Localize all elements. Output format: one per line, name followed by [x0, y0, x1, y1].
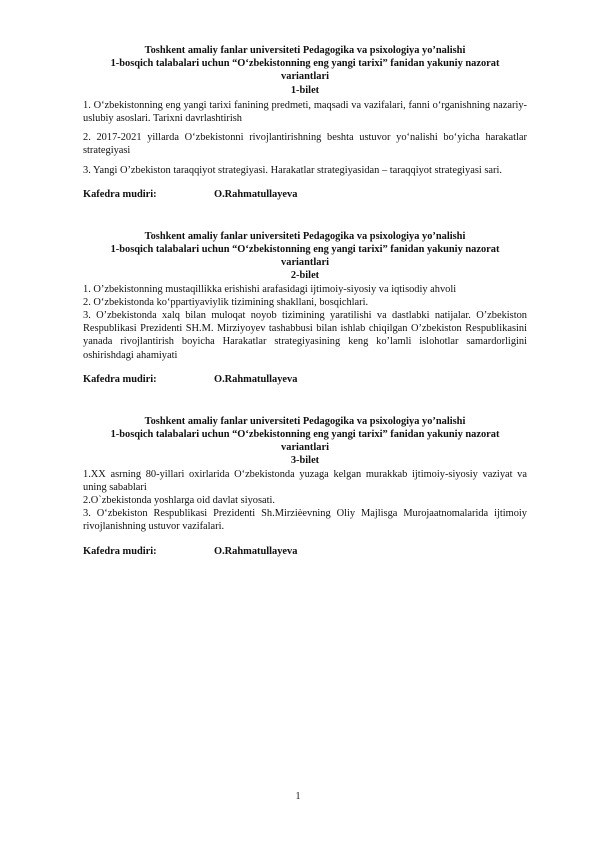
department-head	[83, 374, 527, 385]
variants-line: variantlari	[281, 257, 329, 269]
department-head	[83, 546, 527, 557]
variants-line: variantlari	[281, 71, 329, 83]
question-3: 3. O’zbekistonda xalq bilan muloqat noyob tizimining yaratilishi va dastlabki natijalar. O’zbekiston Respublikasi Prezidenti SH.M. Mirziyoyev tashabbusi bilan ishlab chiqilgan O’zbekiston Respublikasini yanada rivojlantirish boyicha Harakatlar strategiyasining keng ko’lamli islohotlar samardorligini oshirishdagi ahamiyati	[83, 310, 527, 361]
question-1: 1. O‘zbekistonning eng yangi tarixi fanining predmeti, maqsadi va vazifalari, fanni o‘rganishning nazariy-uslubiy asoslari. Tarixni davrlashtirish	[83, 99, 527, 125]
question-1: 1. O’zbekistonning mustaqillikka erishishi arafasidagi ijtimoiy-siyosiy va iqtisodiy ahvoli	[83, 283, 457, 295]
question-3: 3. Yangi O’zbekiston taraqqiyot strategiyasi. Harakatlar strategiyasidan – taraqqiyot strategiyasi sari.	[83, 164, 502, 176]
department-head-label: Kafedra mudiri:	[83, 188, 157, 200]
question-2: 2.O`zbekistonda yoshlarga oid davlat siyosati.	[83, 495, 275, 507]
ticket-header	[83, 415, 527, 468]
ticket-1	[83, 44, 527, 200]
variants-line: variantlari	[281, 442, 329, 454]
university-line: Toshkent amaliy fanlar universiteti Pedagogika va psixologiya yo’nalishi	[144, 415, 466, 427]
course-line: 1-bosqich talabalari uchun “O‘zbekistonning eng yangi tarixi” fanidan yakuniy nazorat	[110, 244, 500, 256]
question-list	[83, 283, 527, 362]
department-head	[83, 189, 527, 200]
ticket-number: 3-bilet	[290, 455, 320, 467]
ticket-3	[83, 415, 527, 557]
question-1: 1.XX asrning 80-yillari oxirlarida O‘zbekistonda yuzaga kelgan murakkab ijtimoiy-siyosiy vaziyat va uning sabablari	[83, 468, 527, 493]
question-2: 2. 2017-2021 yillarda O‘zbekistonni rivojlantirishning beshta ustuvor yo‘nalishi bo‘yicha harakatlar strategiyasi	[83, 132, 527, 157]
department-head-name: O.Rahmatullayeva	[214, 545, 298, 557]
university-line: Toshkent amaliy fanlar universiteti Pedagogika va psixologiya yo’nalishi	[144, 230, 466, 242]
ticket-header	[83, 230, 527, 283]
department-head-name: O.Rahmatullayeva	[214, 373, 298, 385]
ticket-header	[83, 44, 527, 97]
ticket-2	[83, 230, 527, 385]
ticket-number: 2-bilet	[290, 270, 320, 282]
course-line: 1-bosqich talabalari uchun “O‘zbekistonning eng yangi tarixi” fanidan yakuniy nazorat	[110, 58, 500, 70]
ticket-number: 1-bilet	[290, 84, 320, 96]
document-page	[83, 44, 527, 557]
department-head-label: Kafedra mudiri:	[83, 545, 157, 557]
department-head-name: O.Rahmatullayeva	[214, 188, 298, 200]
question-list	[83, 468, 527, 534]
page-number: 1	[295, 791, 301, 802]
question-list	[83, 99, 527, 177]
university-line: Toshkent amaliy fanlar universiteti Pedagogika va psixologiya yo’nalishi	[144, 45, 466, 56]
question-2: 2. O‘zbekistonda ko‘ppartiyaviylik tizimining shakllani, bosqichlari.	[83, 296, 369, 308]
question-3: 3. O‘zbekiston Respublikasi Prezidenti Sh.Mirziėevning Oliy Majlisga Murojaatnomalarida ijtimoiy rivojlanishning ustuvor vazifalari.	[83, 508, 527, 533]
department-head-label: Kafedra mudiri:	[83, 373, 157, 385]
course-line: 1-bosqich talabalari uchun “O‘zbekistonning eng yangi tarixi” fanidan yakuniy nazorat	[110, 429, 500, 441]
